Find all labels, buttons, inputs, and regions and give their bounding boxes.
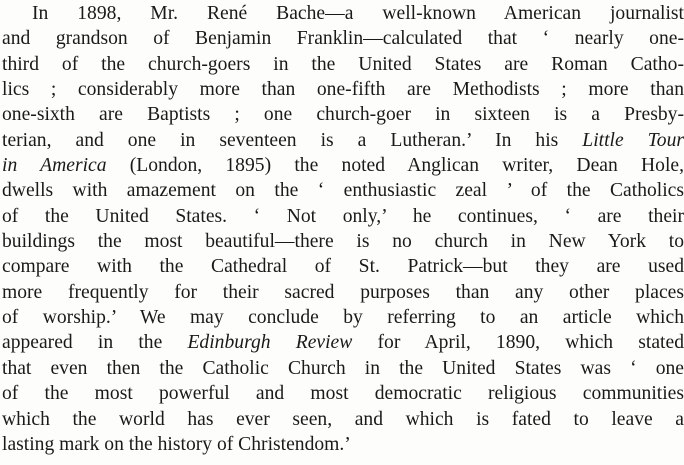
text-line: and grandson of Benjamin Franklin—calculated that ‘ nearly one- (2, 28, 684, 50)
text-line: that even then the Catholic Church in the United States was ‘ one (2, 357, 684, 379)
text-line: terian, and one in seventeen is a Lutheran.’ In his Little Tour (2, 129, 684, 151)
text-line: appeared in the Edinburgh Review for April, 1890, which stated (2, 332, 684, 354)
text-line: dwells with amazement on the ‘ enthusiastic zeal ’ of the Catholics (2, 180, 684, 202)
text-line: in America (London, 1895) the noted Anglican writer, Dean Hole, (2, 155, 684, 177)
text-line: of the United States. ‘ Not only,’ he continues, ‘ are their (2, 205, 684, 227)
text-line: one-sixth are Baptists ; one church-goer in sixteen is a Presby- (2, 104, 684, 126)
text-line: which the world has ever seen, and which is fated to leave a (2, 408, 684, 430)
text-line: buildings the most beautiful—there is no church in New York to (2, 231, 684, 253)
journal-title: Edinburgh Review (187, 332, 353, 354)
text-line: lasting mark on the history of Christendom.’ (2, 433, 351, 455)
text-line: compare with the Cathedral of St. Patrick—but they are used (2, 256, 684, 278)
book-title: in America (2, 155, 107, 177)
text-line: lics ; considerably more than one-fifth are Methodists ; more than (2, 79, 684, 101)
text-line: third of the church-goers in the United States are Roman Catho- (2, 53, 684, 75)
text-line: more frequently for their sacred purposes than any other places (2, 281, 684, 303)
text-line: In 1898, Mr. René Bache—a well-known American journalist (32, 3, 684, 24)
paragraph (2, 1, 684, 457)
text-line: of the most powerful and most democratic religious communities (2, 383, 684, 405)
text-line: of worship.’ We may conclude by referring to an article which (2, 307, 684, 329)
book-title: Little Tour (582, 129, 684, 151)
